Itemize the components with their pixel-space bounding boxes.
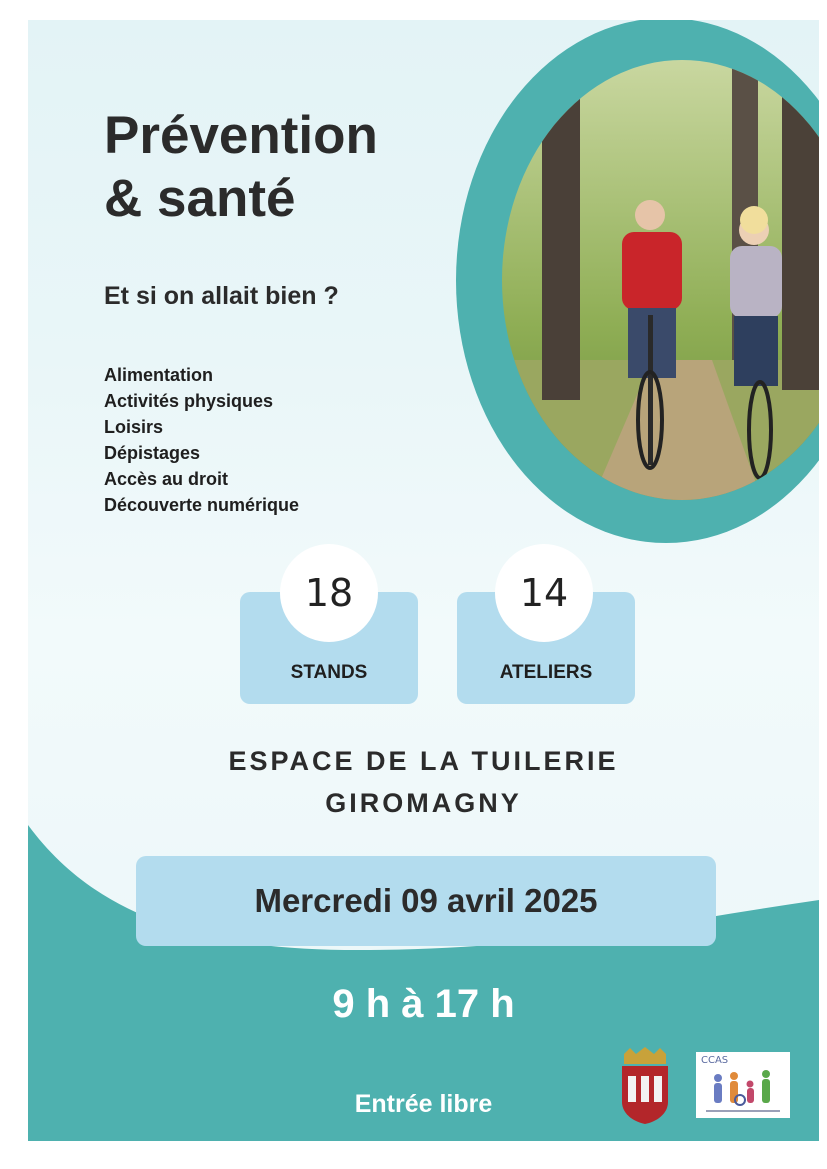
topic-item: Accès au droit xyxy=(104,469,229,489)
topic-item: Activités physiques xyxy=(104,391,274,411)
poster-subtitle: Et si on allait bien ? xyxy=(104,282,339,310)
giromagny-crest-logo xyxy=(618,1046,672,1130)
ccas-logo-label: CCAS xyxy=(701,1055,729,1066)
ateliers-count: 14 xyxy=(495,544,593,642)
topic-item: Découverte numérique xyxy=(104,495,300,515)
ccas-logo xyxy=(696,1052,790,1118)
venue-town: GIROMAGNY xyxy=(325,788,522,818)
stands-label: STANDS xyxy=(290,662,368,683)
topic-item: Dépistages xyxy=(104,443,201,463)
event-date xyxy=(136,856,716,946)
title-line-2: & santé xyxy=(104,169,296,228)
venue-name: ESPACE DE LA TUILERIE xyxy=(228,746,619,776)
topic-list xyxy=(104,362,299,518)
ateliers-label: ATELIERS xyxy=(499,662,593,683)
poster-title xyxy=(104,104,378,230)
stands-count: 18 xyxy=(280,544,378,642)
topic-item: Loisirs xyxy=(104,417,164,437)
event-hours: 9 h à 17 h xyxy=(332,982,515,1026)
event-poster xyxy=(28,20,819,1141)
event-date-text: Mercredi 09 avril 2025 xyxy=(254,882,598,919)
title-line-1: Prévention xyxy=(104,106,378,165)
entry-info: Entrée libre xyxy=(354,1090,493,1118)
topic-item: Alimentation xyxy=(104,365,214,385)
